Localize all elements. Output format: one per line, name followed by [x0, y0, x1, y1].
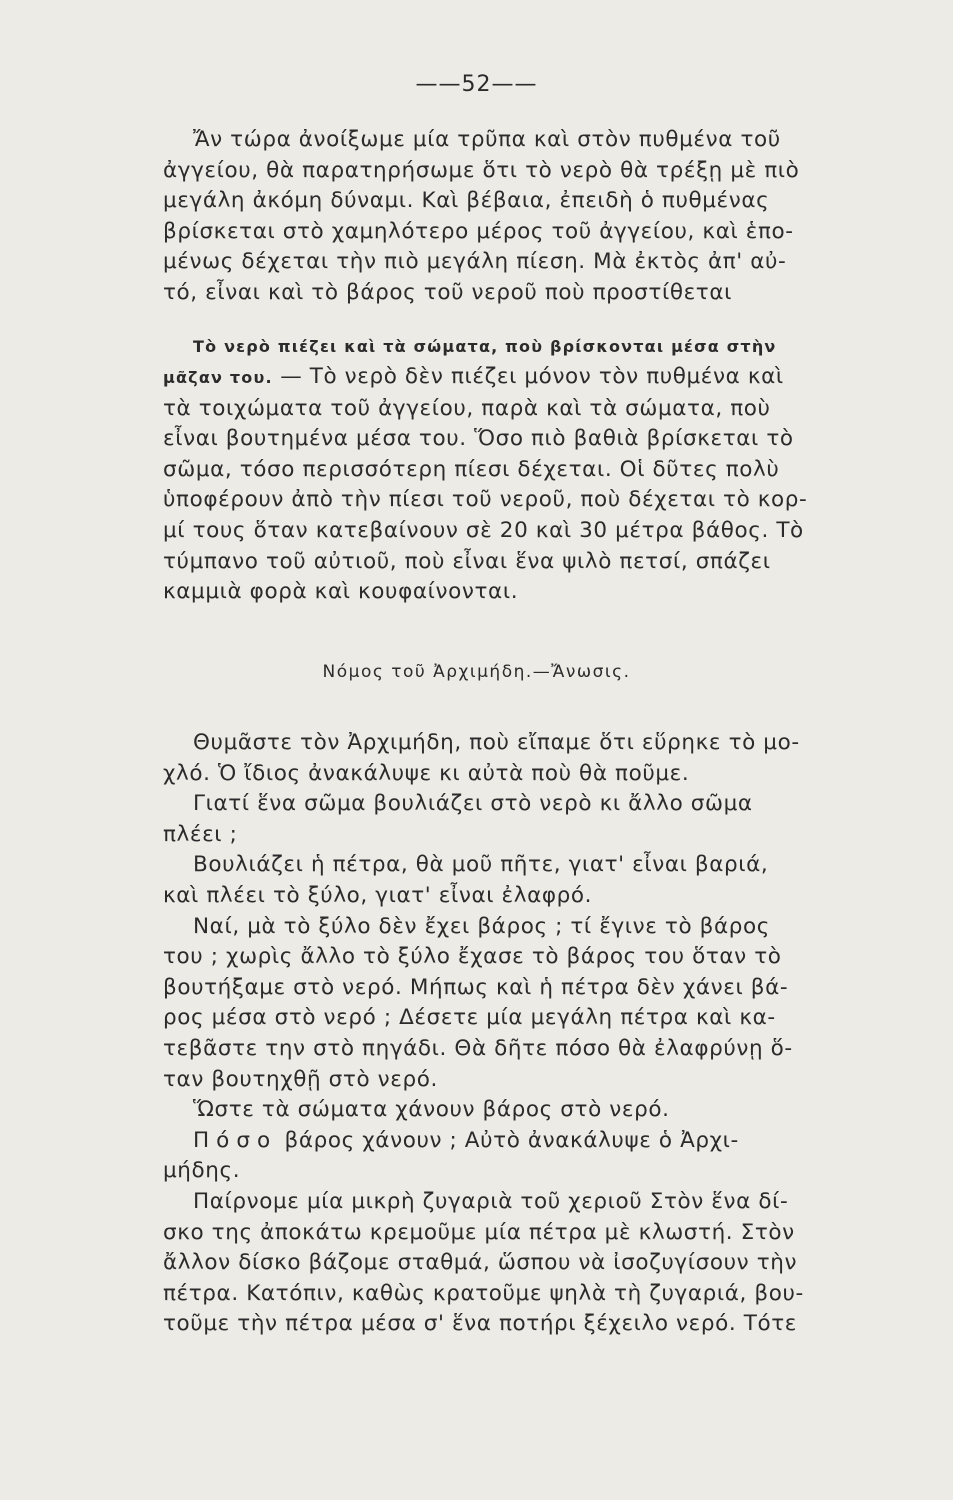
page-number: ——52——: [415, 72, 538, 97]
text-line: [163, 362, 923, 394]
text-line: τὰ τοιχώματα τοῦ ἀγγείου, παρὰ καὶ τὰ σώματα, ποὺ: [163, 395, 771, 421]
subheading-continuation: μᾶζαν του.: [163, 368, 273, 387]
text-line: ἀγγείου, θὰ παρατηρήσωμε ὅτι τὸ νερὸ θὰ τρέξῃ μὲ πιὸ: [163, 157, 800, 183]
text-line: Ἄν τώρα ἀνοίξωμε μία τρῦπα καὶ στὸν πυθμένα τοῦ: [193, 127, 781, 152]
text-line: τό, εἶναι καὶ τὸ βάρος τοῦ νεροῦ ποὺ προστίθεται: [163, 279, 732, 305]
text-line: μί τους ὅταν κατεβαίνουν σὲ 20 καὶ 30 μέτρα βάθος. Τὸ: [163, 517, 804, 543]
text-line-rest: βάρος χάνουν ; Αὐτὸ ἀνακάλυψε ὁ Ἀρχι-: [277, 1127, 739, 1153]
text-line: Ὥστε τὰ σώματα χάνουν βάρος στὸ νερό.: [193, 1097, 670, 1123]
text-line: σῶμα, τόσο περισσότερη πίεσι δέχεται. Οἱ δῦτες πολὺ: [163, 456, 780, 482]
page-number-value: 52: [461, 72, 492, 97]
paragraph-pressure-bodies: [163, 332, 923, 608]
spaced-emphasis: Πόσο: [193, 1127, 278, 1153]
text-line: [163, 1126, 923, 1157]
paragraph-pressure-bottom: [163, 125, 923, 309]
text-line: ρος μέσα στὸ νερό ; Δέσετε μία μεγάλη πέτρα καὶ κα-: [163, 1005, 776, 1031]
text-line: τεβᾶστε την στὸ πηγάδι. Θὰ δῆτε πόσο θὰ ἐλαφρύνῃ ὅ-: [163, 1035, 793, 1061]
text-line: Θυμᾶστε τὸν Ἀρχιμήδη, ποὺ εἴπαμε ὅτι εὕρηκε τὸ μο-: [193, 730, 800, 755]
text-line: καὶ πλέει τὸ ξύλο, γιατ' εἶναι ἐλαφρό.: [163, 882, 593, 908]
text-line: Ναί, μὰ τὸ ξύλο δὲν ἔχει βάρος ; τί ἔγινε τὸ βάρος: [193, 913, 770, 939]
text-line: Βουλιάζει ἡ πέτρα, θὰ μοῦ πῆτε, γιατ' εἶναι βαριά,: [193, 852, 769, 878]
text-line: καμμιὰ φορὰ καὶ κουφαίνονται.: [163, 579, 519, 605]
text-line: τοῦμε τὴν πέτρα μέσα σ' ἕνα ποτήρι ξέχειλο νερό. Τότε: [163, 1311, 798, 1337]
text-line: πλέει ;: [163, 821, 238, 847]
text-line: Παίρνομε μία μικρὴ ζυγαριὰ τοῦ χεριοῦ Στὸν ἕνα δί-: [193, 1188, 789, 1214]
text-line: βρίσκεται στὸ χαμηλότερο μέρος τοῦ ἀγγείου, καὶ ἑπο-: [163, 218, 794, 244]
text-line: μεγάλη ἀκόμη δύναμι. Καὶ βέβαια, ἐπειδὴ ὁ πυθμένας: [163, 188, 770, 214]
text-line-rest: — Τὸ νερὸ δὲν πιέζει μόνον τὸν πυθμένα καὶ: [272, 364, 784, 389]
text-line: πέτρα. Κατόπιν, καθὼς κρατοῦμε ψηλὰ τὴ ζυγαριά, βου-: [163, 1280, 804, 1306]
text-line: βουτήξαμε στὸ νερό. Μήπως καὶ ἡ πέτρα δὲν χάνει βά-: [163, 974, 789, 1000]
text-line: μήδης.: [163, 1158, 241, 1184]
text-line: ὑποφέρουν ἀπὸ τὴν πίεσι τοῦ νεροῦ, ποὺ δέχεται τὸ κορ-: [163, 487, 808, 513]
text-line: Γιατί ἕνα σῶμα βουλιάζει στὸ νερὸ κι ἄλλο σῶμα: [193, 791, 753, 817]
text-line: ἄλλον δίσκο βάζομε σταθμά, ὥσπου νὰ ἰσοζυγίσουν τὴν: [163, 1250, 798, 1276]
text-line: του ; χωρὶς ἄλλο τὸ ξύλο ἔχασε τὸ βάρος του ὅταν τὸ: [163, 944, 782, 970]
text-line: σκο της ἀποκάτω κρεμοῦμε μία πέτρα μὲ κλωστή. Στὸν: [163, 1219, 795, 1245]
text-line: ταν βουτηχθῇ στὸ νερό.: [163, 1066, 438, 1092]
text-line: μένως δέχεται τὴν πιὸ μεγάλη πίεση. Μὰ ἐκτὸς ἀπ' αὐ-: [163, 249, 787, 275]
text-line: χλό. Ὁ ἴδιος ἀνακάλυψε κι αὐτὰ ποὺ θὰ ποῦμε.: [163, 760, 690, 786]
text-line: τύμπανο τοῦ αὐτιοῦ, ποὺ εἶναι ἕνα ψιλὸ πετσί, σπάζει: [163, 548, 771, 574]
paragraph-archimedes: [163, 728, 923, 1340]
text-line: εἶναι βουτημένα μέσα του. Ὅσο πιὸ βαθιὰ βρίσκεται τὸ: [163, 426, 794, 452]
section-title: Νόμος τοῦ Ἀρχιμήδη.—Ἄνωσις.: [322, 662, 631, 682]
subheading: Τὸ νερὸ πιέζει καὶ τὰ σώματα, ποὺ βρίσκονται μέσα στὴν: [193, 337, 777, 356]
